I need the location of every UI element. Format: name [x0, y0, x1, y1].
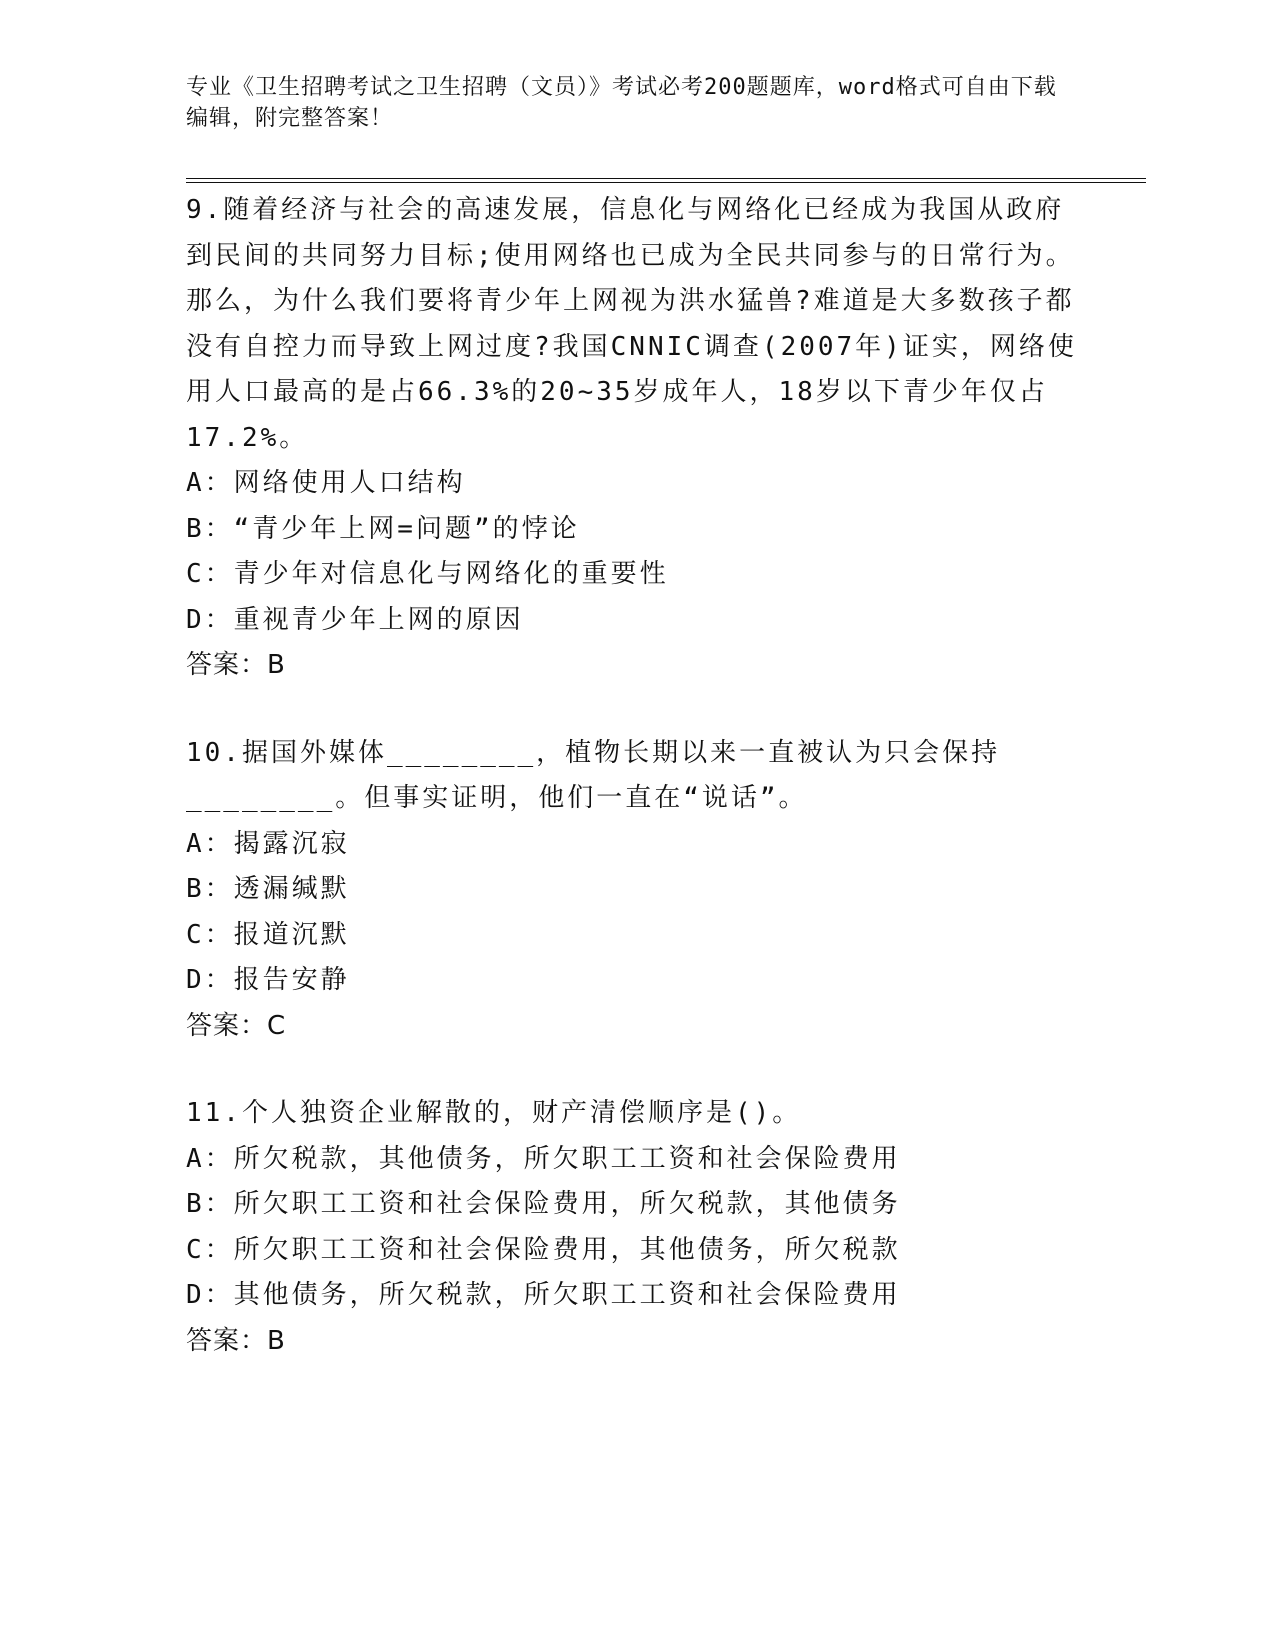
- option-c: C：青少年对信息化与网络化的重要性: [186, 559, 669, 589]
- option-b: B：“青少年上网=问题”的悖论: [186, 513, 580, 544]
- header-rule-top: [186, 178, 1146, 179]
- option-b: B：透漏缄默: [186, 874, 350, 904]
- option-d: D：其他债务，所欠税款，所欠职工工资和社会保险费用: [186, 1280, 901, 1310]
- question-11: [186, 1091, 1086, 1364]
- answer-label: 答案：B: [186, 650, 286, 680]
- option-d: D：报告安静: [186, 965, 350, 995]
- question-9: [186, 188, 1086, 689]
- option-a: A：所欠税款，其他债务，所欠职工工资和社会保险费用: [186, 1143, 901, 1174]
- question-list: [186, 188, 1086, 1406]
- option-a: A：揭露沉寂: [186, 828, 350, 859]
- question-stem: 11.个人独资企业解散的，财产清偿顺序是()。: [186, 1098, 802, 1128]
- option-b: B：所欠职工工资和社会保险费用，所欠税款，其他债务: [186, 1189, 901, 1219]
- question-stem: 10.据国外媒体________，植物长期以来一直被认为只会保持________。但事实证明，他们一直在“说话”。: [186, 737, 1001, 813]
- header-rule-bottom: [186, 182, 1146, 183]
- question-10: [186, 731, 1086, 1050]
- option-c: C：所欠职工工资和社会保险费用，其他债务，所欠税款: [186, 1234, 901, 1265]
- option-d: D：重视青少年上网的原因: [186, 604, 524, 635]
- answer-label: 答案：C: [186, 1010, 287, 1041]
- question-stem: 9.随着经济与社会的高速发展，信息化与网络化已经成为我国从政府到民间的共同努力目标;使用网络也已成为全民共同参与的日常行为。那么，为什么我们要将青少年上网视为洪水猛兽?难道是大多数孩子都没有自控力而导致上网过度?我国CNNIC调查(2007年)证实，网络使用人口最高的是占66.3%的20~35岁成年人，18岁以下青少年仅占17.2%。: [186, 195, 1077, 453]
- option-a: A：网络使用人口结构: [186, 468, 466, 498]
- option-c: C：报道沉默: [186, 919, 350, 950]
- document-header: 专业《卫生招聘考试之卫生招聘（文员）》考试必考200题题库，word格式可自由下载编辑，附完整答案！: [186, 75, 1057, 131]
- answer-label: 答案：B: [186, 1325, 286, 1356]
